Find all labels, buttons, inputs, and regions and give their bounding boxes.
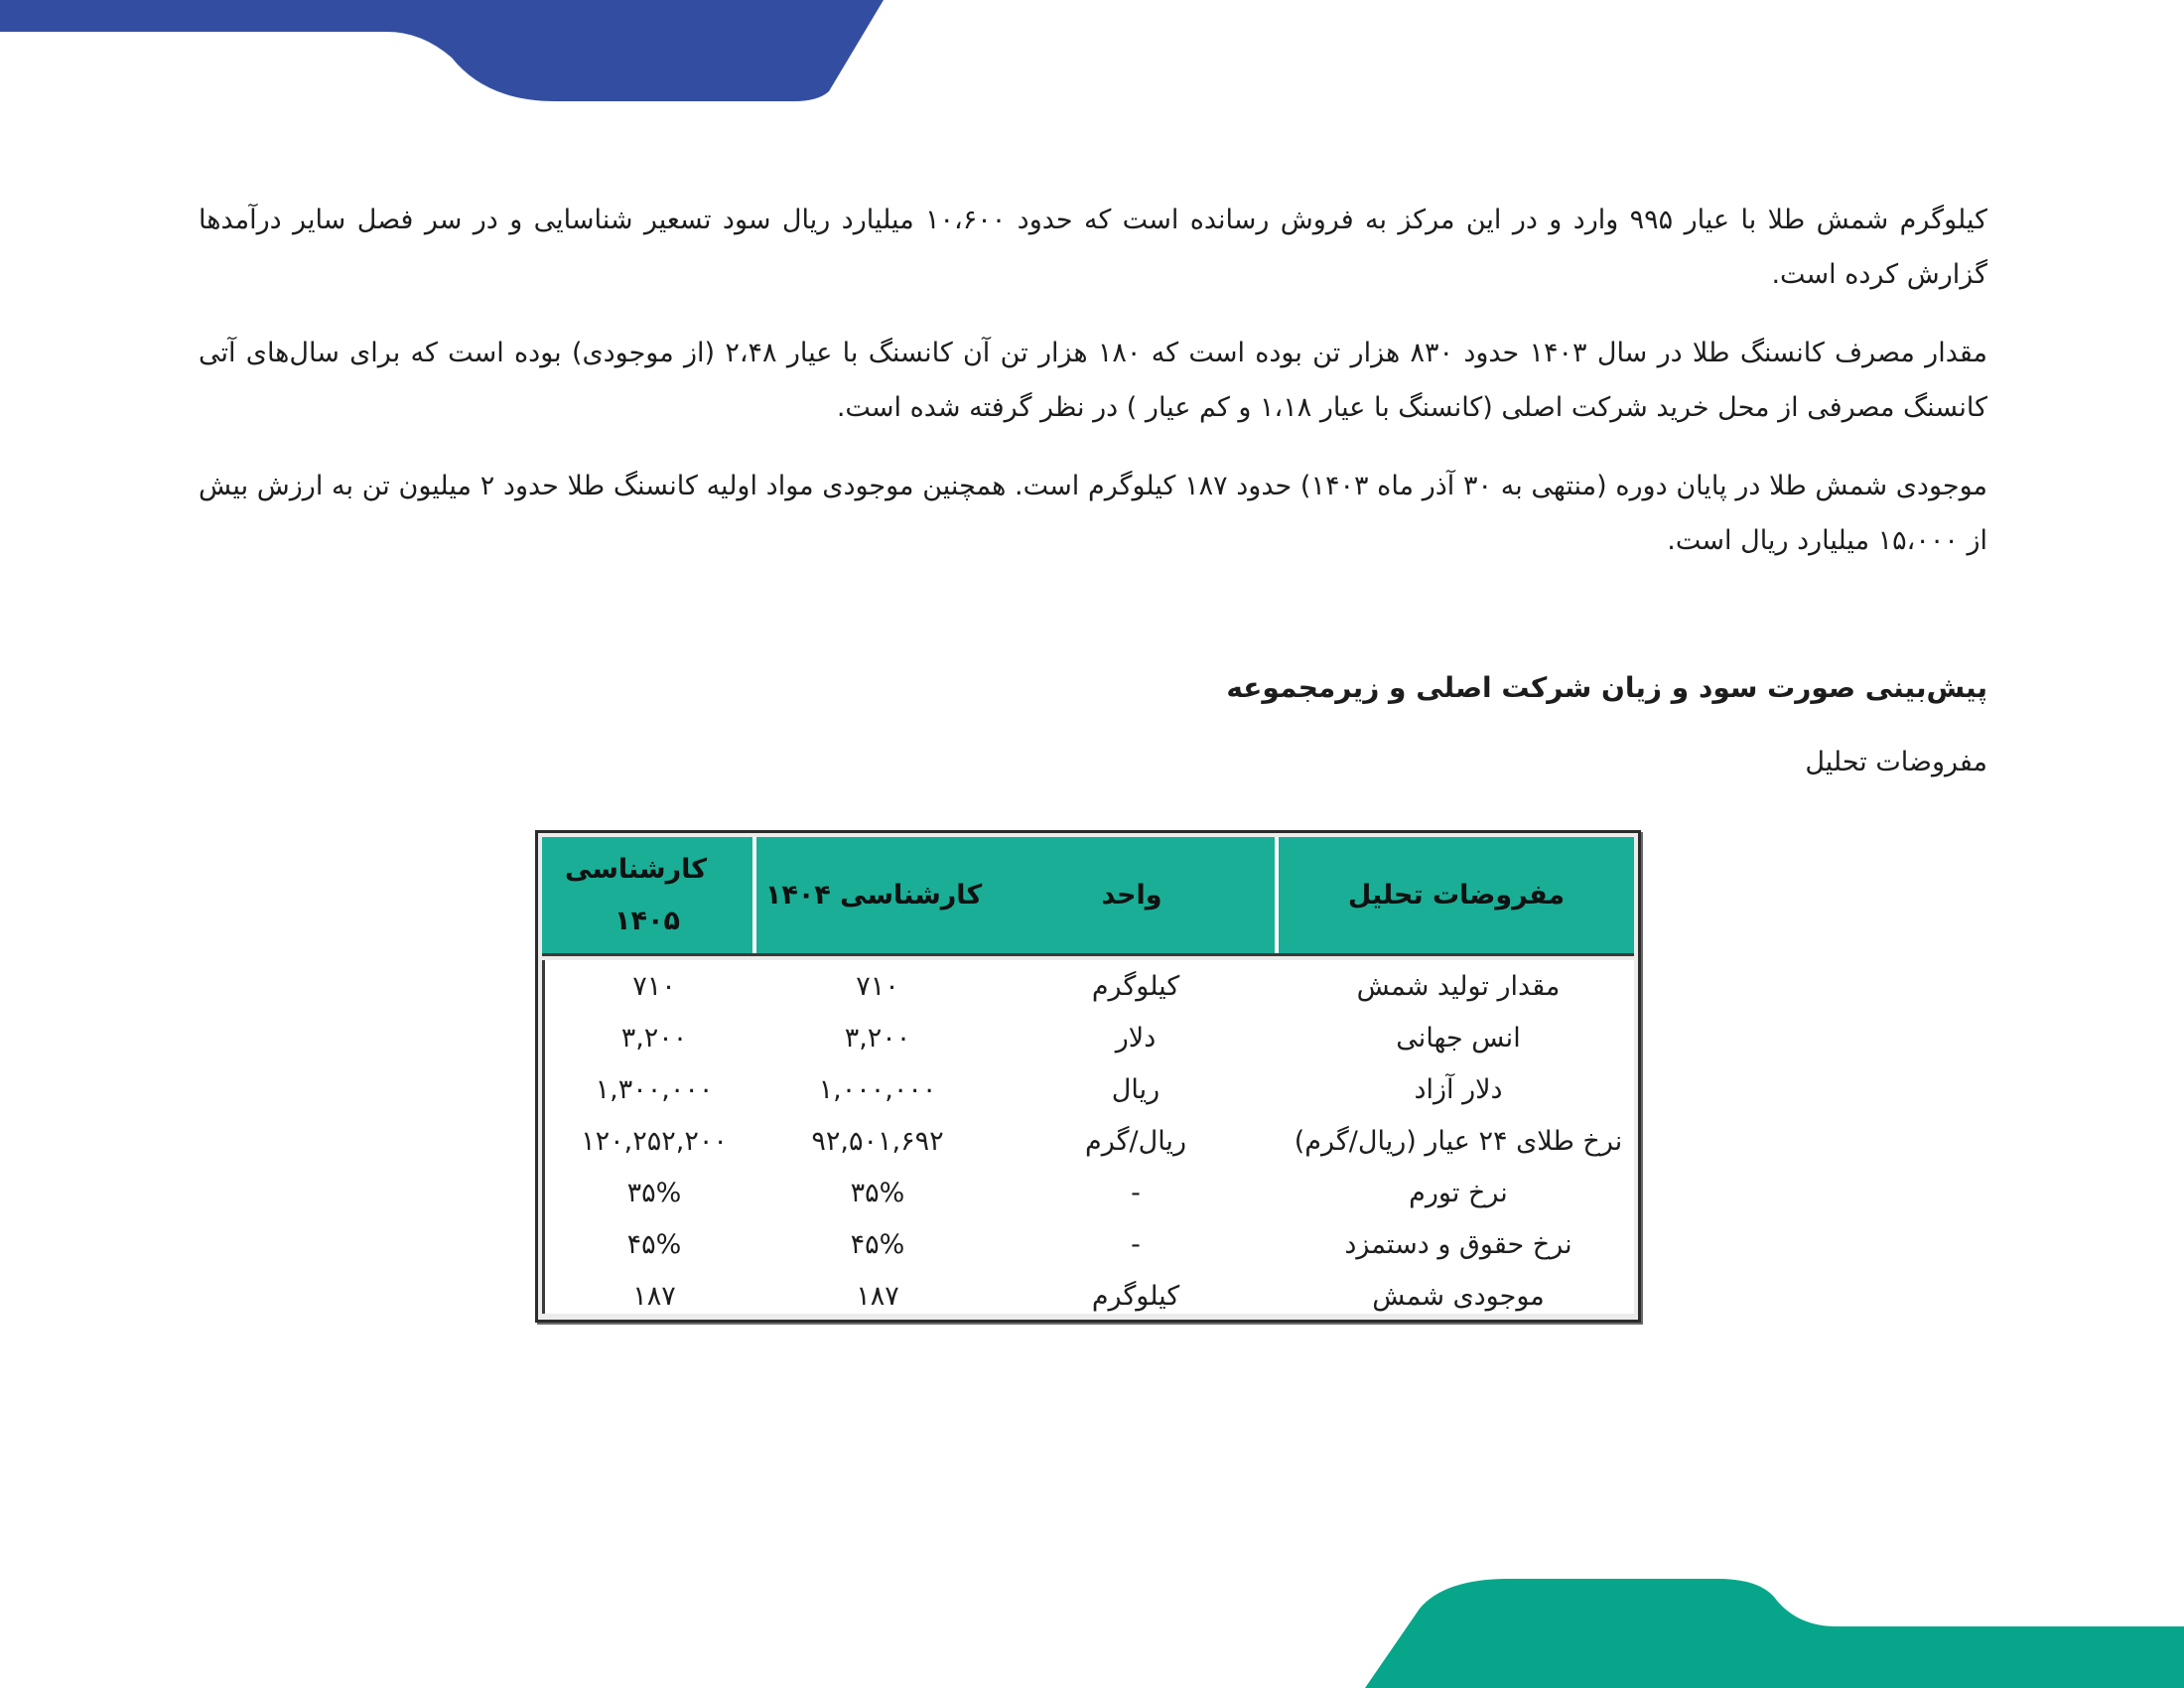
cell-assumption: دلار آزاد xyxy=(1414,1073,1503,1105)
cell-1404: ۳,۲۰۰ xyxy=(844,1022,911,1054)
top-blue-banner-shape xyxy=(0,0,893,109)
cell-1404: ۱۸۷ xyxy=(856,1280,899,1312)
table-header-row xyxy=(542,837,1634,956)
cell-1404: ۳۵% xyxy=(850,1177,905,1208)
table-row xyxy=(545,1167,1637,1218)
cell-unit: ریال xyxy=(1111,1073,1160,1105)
cell-1405: ۱۸۷ xyxy=(632,1280,676,1312)
bottom-green-banner-shape xyxy=(0,1579,2184,1688)
table-row xyxy=(545,1012,1637,1063)
header-assumptions: مفروضات تحلیل xyxy=(1347,879,1566,911)
cell-1405: ۳۵% xyxy=(626,1177,682,1208)
table-row xyxy=(545,1270,1637,1322)
paragraph-gold-bullion-sales: کیلوگرم شمش طلا با عیار ۹۹۵ وارد و در این مرکز به فروش رسانده است که حدود ۱۰،۶۰۰ میلیارد ریال سود تسعیر شناسایی و در سر فصل سایر درآمدها گزارش کرده است. xyxy=(199,205,1987,290)
cell-assumption: نرخ حقوق و دستمزد xyxy=(1344,1228,1572,1260)
cell-1405: ۷۱۰ xyxy=(632,970,676,1002)
assumptions-table xyxy=(535,830,1641,1323)
cell-unit: - xyxy=(1131,1228,1141,1260)
section-heading: پیش‌بینی صورت سود و زیان شرکت اصلی و زیرمجموعه xyxy=(1226,671,1987,704)
cell-1405: ۱۲۰,۲۵۲,۲۰۰ xyxy=(581,1125,728,1157)
cell-1404: ۴۵% xyxy=(850,1228,905,1260)
cell-unit: کیلوگرم xyxy=(1091,970,1180,1002)
header-unit: واحد xyxy=(1101,879,1162,911)
cell-1404: ۷۱۰ xyxy=(856,970,899,1002)
cell-unit: کیلوگرم xyxy=(1091,1280,1180,1312)
cell-1404: ۹۲,۵۰۱,۶۹۲ xyxy=(811,1125,944,1157)
cell-unit: - xyxy=(1131,1177,1141,1208)
header-divider xyxy=(1275,837,1279,953)
cell-1405: ۱,۳۰۰,۰۰۰ xyxy=(595,1073,714,1105)
header-divider xyxy=(752,837,756,953)
cell-assumption: نرخ طلای ۲۴ عیار (ریال/گرم) xyxy=(1294,1125,1623,1157)
section-subheading: مفروضات تحلیل xyxy=(1805,747,1987,777)
table-row xyxy=(545,1115,1637,1167)
table-row xyxy=(545,960,1637,1012)
header-forecast-1405: کارشناسی ۱۴۰۵ xyxy=(565,853,707,936)
cell-1405: ۴۵% xyxy=(626,1228,682,1260)
paragraph-concentrate-consumption: مقدار مصرف کانسنگ طلا در سال ۱۴۰۳ حدود ۸۳۰ هزار تن بوده است که ۱۸۰ هزار تن آن کانسنگ با عیار ۲،۴۸ (از موجودی) بوده است که برای سال‌های آتی کانسنگ مصرفی از محل خرید شرکت اصلی (کانسنگ با عیار ۱،۱۸ و کم عیار ) در نظر گرفته شده است. xyxy=(199,338,1987,423)
cell-assumption: موجودی شمش xyxy=(1372,1280,1545,1312)
table-row xyxy=(545,1063,1637,1115)
cell-assumption: مقدار تولید شمش xyxy=(1356,970,1561,1002)
cell-unit: ریال/گرم xyxy=(1085,1125,1186,1157)
cell-unit: دلار xyxy=(1115,1022,1157,1054)
cell-1404: ۱,۰۰۰,۰۰۰ xyxy=(818,1073,937,1105)
table-row xyxy=(545,1218,1637,1270)
cell-1405: ۳,۲۰۰ xyxy=(620,1022,688,1054)
cell-assumption: نرخ تورم xyxy=(1409,1177,1508,1208)
table-body xyxy=(542,960,1634,1314)
header-forecast-1404: کارشناسی ۱۴۰۴ xyxy=(764,879,983,911)
cell-assumption: انس جهانی xyxy=(1396,1022,1521,1054)
paragraph-bullion-inventory: موجودی شمش طلا در پایان دوره (منتهی به ۳۰ آذر ماه ۱۴۰۳) حدود ۱۸۷ کیلوگرم است. همچنین موجودی مواد اولیه کانسنگ طلا حدود ۲ میلیون تن به ارزش بیش از ۱۵،۰۰۰ میلیارد ریال است. xyxy=(199,471,1987,556)
